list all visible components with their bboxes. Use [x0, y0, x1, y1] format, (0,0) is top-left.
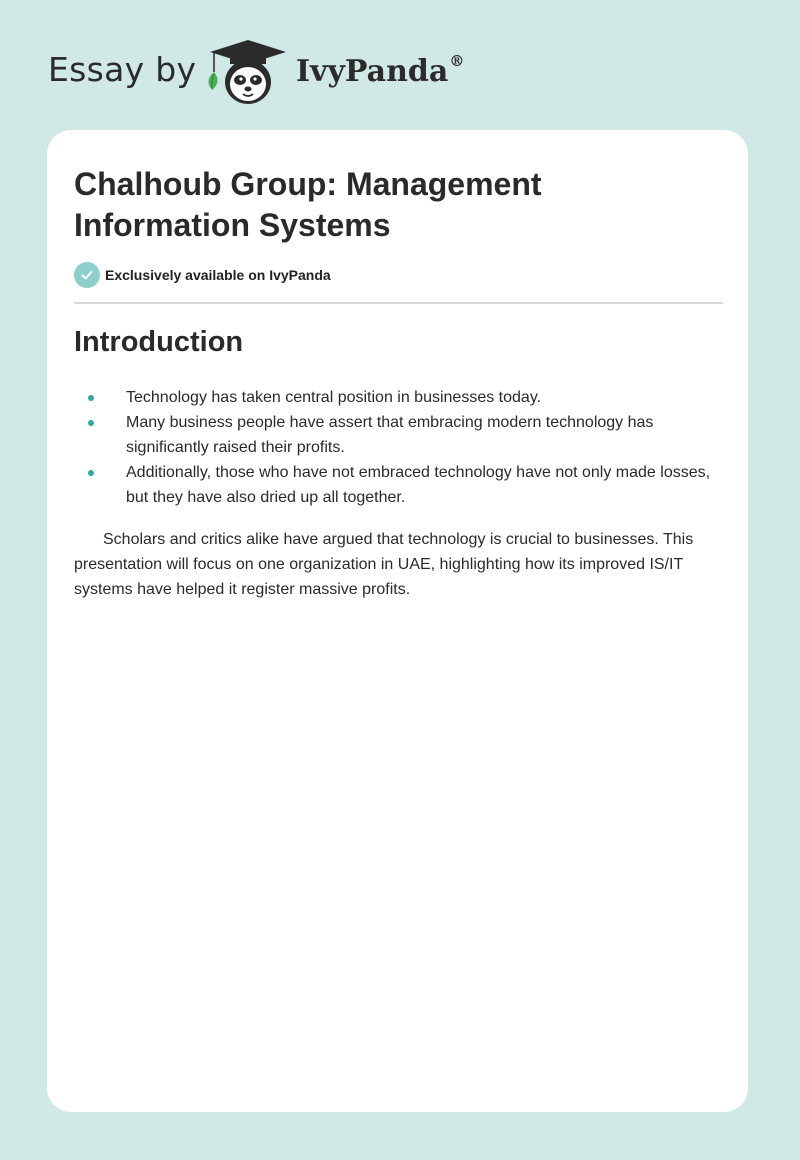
section-heading: Introduction [74, 326, 244, 358]
bullet-dot [88, 470, 94, 476]
list-item [74, 460, 714, 510]
check-icon [74, 262, 100, 288]
essay-by-label: Essay by [48, 50, 197, 89]
exclusive-badge [74, 262, 331, 288]
site-header [48, 36, 468, 108]
list-item [74, 410, 714, 460]
list-item-text: Technology has taken central position in businesses today. [126, 389, 542, 406]
essay-card [47, 130, 748, 1112]
body-paragraph: Scholars and critics alike have argued that technology is crucial to businesses. This presentation will focus on one organization in UAE, highlighting how its improved IS/IT systems have helped it register massive profits. [74, 531, 694, 598]
brand-name: IvyPanda® [296, 52, 465, 89]
exclusive-badge-text: Exclusively available on IvyPanda [105, 267, 331, 283]
list-item [74, 385, 714, 410]
divider [74, 302, 723, 304]
page-title: Chalhoub Group: Management Information Systems [74, 166, 542, 243]
list-item-text: Many business people have assert that embracing modern technology has significantly raised their profits. [126, 414, 654, 456]
bullet-dot [88, 420, 94, 426]
bullet-list [74, 385, 714, 510]
list-item-text: Additionally, those who have not embraced technology have not only made losses, but they have also dried up all together. [126, 464, 711, 506]
registered-mark: ® [449, 52, 465, 70]
panda-graduation-cap-icon [202, 36, 294, 108]
bullet-dot [88, 395, 94, 401]
